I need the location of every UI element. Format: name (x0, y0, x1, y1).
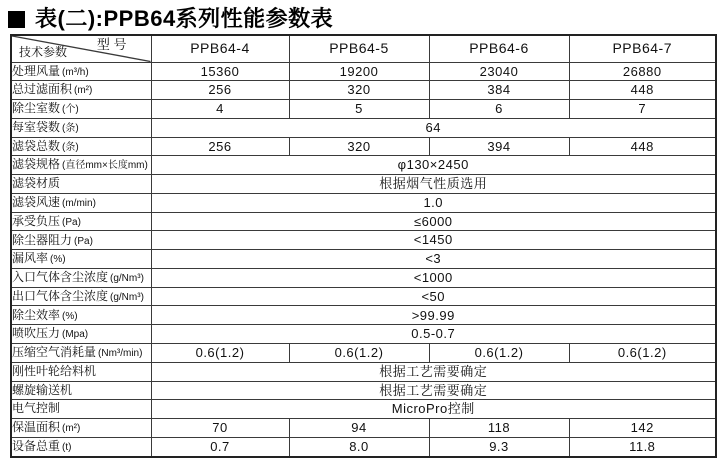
row-label: 滤袋规格 (直径mm×长度mm) (11, 156, 151, 175)
value-cell: 320 (289, 81, 429, 100)
column-header-ppb64-6: PPB64-6 (429, 35, 569, 62)
value-cell: 94 (289, 419, 429, 438)
merged-value-cell: 根据烟气性质选用 (151, 175, 716, 194)
merged-value-cell: <1450 (151, 231, 716, 250)
table-row (11, 250, 716, 269)
merged-value-cell: 根据工艺需要确定 (151, 362, 716, 381)
value-cell: 26880 (569, 62, 716, 81)
value-cell: 5 (289, 100, 429, 119)
merged-value-cell: ≤6000 (151, 212, 716, 231)
value-cell: 118 (429, 419, 569, 438)
table-row (11, 381, 716, 400)
table-row (11, 81, 716, 100)
table-row (11, 325, 716, 344)
value-cell: 0.6(1.2) (289, 343, 429, 362)
value-cell: 0.6(1.2) (429, 343, 569, 362)
table-row (11, 231, 716, 250)
value-cell: 19200 (289, 62, 429, 81)
row-label: 每室袋数 (条) (11, 118, 151, 137)
table-row (11, 100, 716, 119)
row-label: 承受负压 (Pa) (11, 212, 151, 231)
row-label: 漏风率 (%) (11, 250, 151, 269)
row-label: 入口气体含尘浓度 (g/Nm³) (11, 268, 151, 287)
value-cell: 6 (429, 100, 569, 119)
merged-value-cell: 根据工艺需要确定 (151, 381, 716, 400)
row-label: 除尘室数 (个) (11, 100, 151, 119)
table-row (11, 306, 716, 325)
page-title: 表(二):PPB64系列性能参数表 (35, 6, 334, 31)
row-label: 处理风量 (m³/h) (11, 62, 151, 81)
value-cell: 0.6(1.2) (151, 343, 289, 362)
title-bullet-icon (8, 11, 25, 28)
row-label: 喷吹压力 (Mpa) (11, 325, 151, 344)
row-label: 总过滤面积 (m²) (11, 81, 151, 100)
value-cell: 384 (429, 81, 569, 100)
value-cell: 15360 (151, 62, 289, 81)
performance-parameters-table (10, 34, 717, 458)
table-row (11, 400, 716, 419)
column-header-ppb64-4: PPB64-4 (151, 35, 289, 62)
row-label: 除尘器阻力 (Pa) (11, 231, 151, 250)
value-cell: 4 (151, 100, 289, 119)
column-header-ppb64-7: PPB64-7 (569, 35, 716, 62)
table-row (11, 156, 716, 175)
value-cell: 142 (569, 419, 716, 438)
merged-value-cell: <1000 (151, 268, 716, 287)
table-row (11, 268, 716, 287)
value-cell: 320 (289, 137, 429, 156)
merged-value-cell: 1.0 (151, 193, 716, 212)
merged-value-cell: φ130×2450 (151, 156, 716, 175)
table-row (11, 175, 716, 194)
value-cell: 394 (429, 137, 569, 156)
page-title-bar (8, 7, 333, 31)
row-label: 滤袋风速 (m/min) (11, 193, 151, 212)
row-label: 设备总重 (t) (11, 437, 151, 457)
table-row (11, 419, 716, 438)
value-cell: 8.0 (289, 437, 429, 457)
table-row (11, 137, 716, 156)
table-row (11, 362, 716, 381)
row-label: 滤袋总数 (条) (11, 137, 151, 156)
merged-value-cell: <3 (151, 250, 716, 269)
table-row (11, 343, 716, 362)
value-cell: 448 (569, 137, 716, 156)
value-cell: 256 (151, 81, 289, 100)
value-cell: 11.8 (569, 437, 716, 457)
value-cell: 448 (569, 81, 716, 100)
value-cell: 23040 (429, 62, 569, 81)
corner-label-model: 型 号 (96, 37, 127, 52)
header-row (11, 35, 716, 62)
table-row (11, 437, 716, 457)
value-cell: 9.3 (429, 437, 569, 457)
row-label: 螺旋输送机 (11, 381, 151, 400)
table-corner-cell (11, 35, 151, 62)
value-cell: 256 (151, 137, 289, 156)
value-cell: 0.7 (151, 437, 289, 457)
merged-value-cell: >99.99 (151, 306, 716, 325)
merged-value-cell: 64 (151, 118, 716, 137)
corner-label-tech-params: 技术参数 (19, 44, 68, 59)
row-label: 出口气体含尘浓度 (g/Nm³) (11, 287, 151, 306)
value-cell: 0.6(1.2) (569, 343, 716, 362)
value-cell: 7 (569, 100, 716, 119)
row-label: 除尘效率 (%) (11, 306, 151, 325)
merged-value-cell: MicroPro控制 (151, 400, 716, 419)
row-label: 保温面积 (m²) (11, 419, 151, 438)
row-label: 刚性叶轮给料机 (11, 362, 151, 381)
column-header-ppb64-5: PPB64-5 (289, 35, 429, 62)
table-row (11, 193, 716, 212)
table-row (11, 62, 716, 81)
table-row (11, 287, 716, 306)
table-row (11, 212, 716, 231)
row-label: 滤袋材质 (11, 175, 151, 194)
merged-value-cell: 0.5-0.7 (151, 325, 716, 344)
row-label: 压缩空气消耗量 (Nm³/min) (11, 343, 151, 362)
merged-value-cell: <50 (151, 287, 716, 306)
row-label: 电气控制 (11, 400, 151, 419)
table-row (11, 118, 716, 137)
value-cell: 70 (151, 419, 289, 438)
